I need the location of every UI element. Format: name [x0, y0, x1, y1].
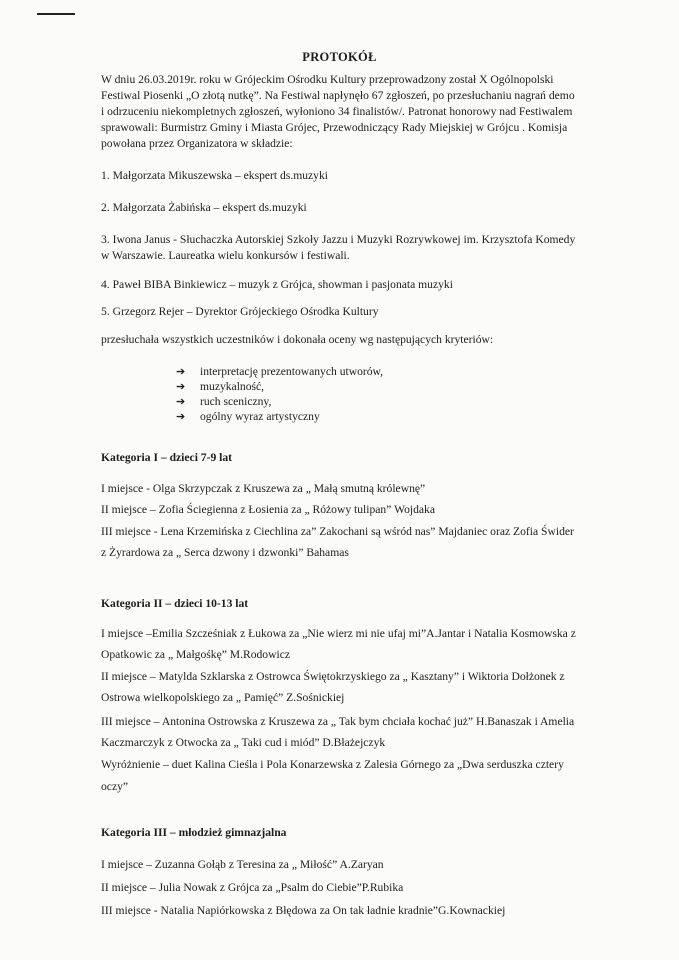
result-line: z Żyrardowa za „ Serca dzwony i dzwonki” Bahamas — [101, 546, 349, 559]
intro-line: sprawowali: Burmistrz Gminy i Miasta Grójec, Przewodniczący Rady Miejskiej w Grójcu . Komisja — [101, 121, 568, 134]
jury-member-cont: w Warszawie. Laureatka wielu konkursów i festiwali. — [101, 249, 350, 262]
category-heading: Kategoria III – młodzież gimnazjalna — [101, 826, 287, 839]
result-line: III miejsce - Lena Krzemińska z Ciechlina za” Zakochani są wśród nas” Majdaniec oraz Zofia Świder — [101, 525, 574, 538]
intro-line: W dniu 26.03.2019r. roku w Grójeckim Ośrodku Kultury przeprowadzony został X Ogólnopolski — [101, 73, 554, 86]
result-line: oczy” — [101, 780, 129, 793]
result-line: I miejsce – Zuzanna Gołąb z Teresina za „ Miłość” A.Zaryan — [101, 858, 384, 871]
jury-member: 2. Małgorzata Żabińska – ekspert ds.muzyki — [101, 201, 307, 214]
result-line: III miejsce - Natalia Napiórkowska z Błędowa za On tak ładnie kradnie”G.Kownackiej — [101, 904, 506, 917]
intro-line: i odrzuceniu niekompletnych zgłoszeń, wyłoniono 34 finalistów/. Patronat honorowy nad Festiwalem — [101, 105, 573, 118]
result-line: Kaczmarczyk z Otwocka za „ Taki cud i miód” D.Błażejczyk — [101, 736, 386, 749]
category-heading: Kategoria I – dzieci 7-9 lat — [101, 451, 233, 464]
result-line: II miejsce – Zofia Ściegienna z Łosienia za „ Różowy tulipan” Wojdaka — [101, 503, 435, 516]
jury-member: 3. Iwona Janus - Słuchaczka Autorskiej Szkoły Jazzu i Muzyki Rozrywkowej im. Krzysztofa Komedy — [101, 233, 576, 246]
result-line: II miejsce – Matylda Szklarska z Ostrowca Świętokrzyskiego za „ Kasztany” i Wiktoria Dołżonek z — [101, 670, 565, 683]
arrow-right-icon: ➔ — [176, 381, 186, 393]
result-line: Ostrowa wielkopolskiego za „ Pamięć” Z.Sośnickiej — [101, 691, 345, 704]
criterion-label: muzykalność, — [200, 380, 265, 393]
document-title: PROTOKÓŁ — [302, 50, 377, 64]
arrow-right-icon: ➔ — [176, 366, 186, 378]
criteria-intro: przesłuchała wszystkich uczestników i dokonała oceny wg następujących kryteriów: — [101, 333, 494, 346]
scan-edge-mark — [37, 13, 75, 15]
result-line: II miejsce – Julia Nowak z Grójca za „Psalm do Ciebie”P.Rubika — [101, 881, 404, 894]
result-line: I miejsce - Olga Skrzypczak z Kruszewa za „ Małą smutną królewnę” — [101, 482, 426, 495]
criterion-label: interpretację prezentowanych utworów, — [200, 365, 384, 378]
criterion-label: ruch sceniczny, — [200, 395, 272, 408]
category-heading: Kategoria II – dzieci 10-13 lat — [101, 597, 249, 610]
result-line: Wyróżnienie – duet Kalina Cieśla i Pola Konarzewska z Zalesia Górnego za „Dwa serduszka cztery — [101, 758, 564, 771]
criterion-label: ogólny wyraz artystyczny — [200, 410, 320, 423]
result-line: III miejsce – Antonina Ostrowska z Kruszewa za „ Tak bym chciała kochać już” H.Banaszak i Amelia — [101, 715, 575, 728]
result-line: Opatkowic za „ Małgośkę” M.Rodowicz — [101, 648, 290, 661]
jury-member: 4. Paweł BIBA Binkiewicz – muzyk z Grójca, showman i pasjonata muzyki — [101, 278, 453, 291]
intro-line: powołana przez Organizatora w składzie: — [101, 137, 293, 150]
arrow-right-icon: ➔ — [176, 396, 186, 408]
arrow-right-icon: ➔ — [176, 411, 186, 423]
jury-member: 1. Małgorzata Mikuszewska – ekspert ds.muzyki — [101, 169, 328, 182]
result-line: I miejsce –Emilia Szcześniak z Łukowa za „Nie wierz mi nie ufaj mi”A.Jantar i Natalia Kosmowska z — [101, 627, 576, 640]
jury-member: 5. Grzegorz Rejer – Dyrektor Grójeckiego Ośrodka Kultury — [101, 305, 379, 318]
intro-line: Festiwal Piosenki „O złotą nutkę”. Na Festiwal napłynęło 67 zgłoszeń, po przesłuchaniu nagrań demo — [101, 89, 575, 102]
